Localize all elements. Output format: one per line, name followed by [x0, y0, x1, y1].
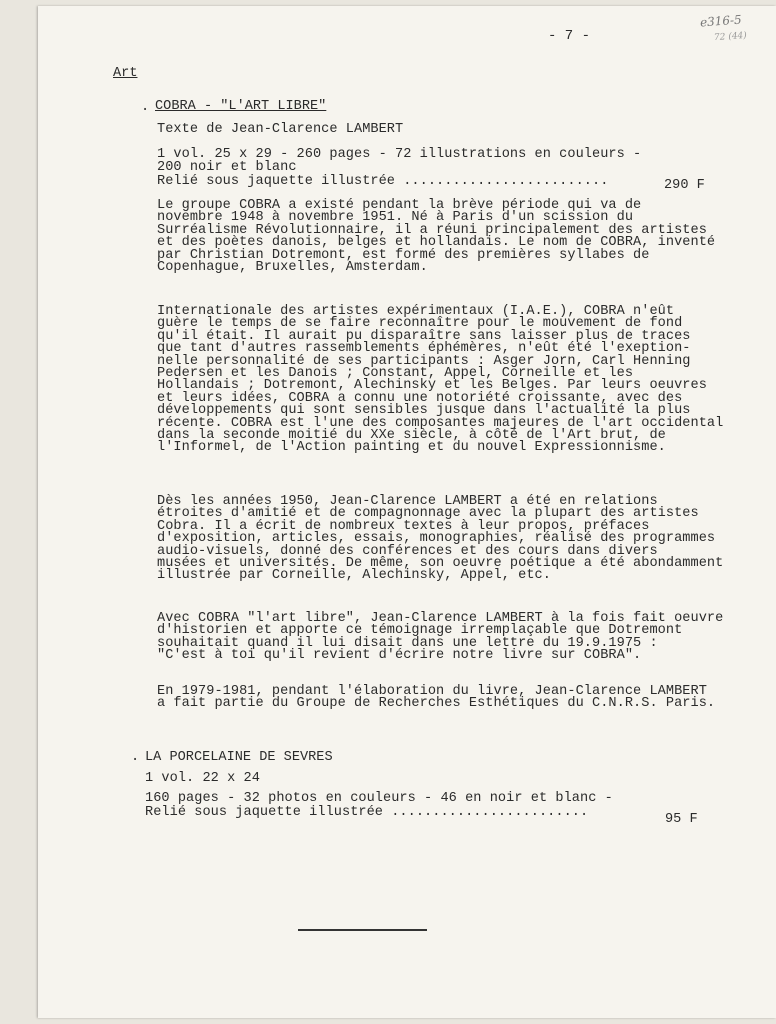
- paragraph-line: dans la seconde moitié du XXe siècle, à côté de l'Art brut, de: [157, 428, 666, 444]
- paragraph: [157, 686, 715, 711]
- entry-price: 290 F: [664, 178, 705, 193]
- paragraph-line: d'historien et apporte ce témoignage irremplaçable que Dotremont: [157, 623, 683, 639]
- entry-binding: Relié sous jaquette illustrée .........................: [157, 174, 609, 189]
- entry-spec: 160 pages - 32 photos en couleurs - 46 en noir et blanc -: [145, 791, 613, 806]
- paragraph: [157, 613, 723, 663]
- paragraph-line: illustrée par Corneille, Alechinsky, Appel, etc.: [157, 568, 551, 584]
- paragraph-line: qu'il était. Il aurait pu disparaître sans laisser plus de traces: [157, 328, 691, 344]
- entry-author: Texte de Jean-Clarence LAMBERT: [157, 122, 404, 137]
- entry-spec: 1 vol. 25 x 29 - 260 pages - 72 illustrations en couleurs -: [157, 147, 642, 162]
- handwritten-reference: e316-5: [699, 12, 743, 30]
- paragraph-line: Copenhague, Bruxelles, Amsterdam.: [157, 260, 428, 276]
- paragraph-line: Internationale des artistes expérimentaux (I.A.E.), COBRA n'eût: [157, 304, 675, 319]
- entry-bullet: .: [131, 750, 140, 765]
- paragraph-line: étroites d'amitié et de compagnonnage avec la plupart des artistes: [157, 506, 699, 522]
- paragraph-line: souhaitait quand il lui disait dans une lettre du 19.9.1975 :: [157, 635, 658, 651]
- paragraph-line: guère le temps de se faire reconnaître pour le mouvement de fond: [157, 316, 683, 332]
- paragraph-line: Le groupe COBRA a existé pendant la brève période qui va de: [157, 198, 642, 213]
- paragraph-line: Hollandais ; Dotremont, Alechinsky et les Belges. Par leurs oeuvres: [157, 378, 707, 394]
- paragraph-line: audio-visuels, donné des conférences et des cours dans divers: [157, 543, 658, 559]
- paragraph-line: novembre 1948 à novembre 1951. Né à Paris d'un scission du: [157, 210, 634, 226]
- paragraph-line: Pedersen et les Danois ; Constant, Appel, Corneille et les: [157, 366, 634, 382]
- paragraph-line: Surréalisme Révolutionnaire, il a réuni principalement des artistes: [157, 222, 707, 238]
- paragraph: [157, 306, 723, 455]
- entry-spec: 200 noir et blanc: [157, 160, 297, 175]
- entry-title-cobra: COBRA - "L'ART LIBRE": [155, 99, 327, 114]
- paragraph-line: "C'est à toi qu'il revient d'écrire notre livre sur COBRA".: [157, 648, 642, 664]
- paragraph: [157, 496, 723, 583]
- paragraph-line: récente. COBRA est l'une des composantes majeures de l'art occidental: [157, 415, 724, 431]
- paragraph-line: En 1979-1981, pendant l'élaboration du livre, Jean-Clarence LAMBERT: [157, 684, 707, 699]
- paragraph-line: et leurs idées, COBRA a connu une notoriété croissante, avec des: [157, 390, 683, 406]
- entry-spec: 1 vol. 22 x 24: [145, 771, 260, 786]
- entry-bullet: .: [141, 100, 150, 115]
- paragraph-line: que tant d'autres rassemblements éphémères, n'eût été l'exeption-: [157, 341, 691, 357]
- section-heading: Art: [113, 66, 138, 81]
- paragraph-line: Dès les années 1950, Jean-Clarence LAMBERT a été en relations: [157, 494, 658, 509]
- paragraph-line: Avec COBRA "l'art libre", Jean-Clarence LAMBERT à la fois fait oeuvre: [157, 611, 724, 626]
- closing-rule: [298, 929, 427, 931]
- paragraph-line: développements qui sont sensibles jusque dans l'actualité la plus: [157, 403, 691, 419]
- paragraph-line: nelle personnalité de ses participants : Asger Jorn, Carl Henning: [157, 353, 691, 369]
- paragraph-line: Cobra. Il a écrit de nombreux textes à leur propos, préfaces: [157, 518, 650, 534]
- paragraph-line: a fait partie du Groupe de Recherches Esthétiques du C.N.R.S. Paris.: [157, 696, 716, 712]
- handwritten-note: 72 (44): [713, 30, 748, 44]
- entry-binding: Relié sous jaquette illustrée ........................: [145, 805, 589, 820]
- paragraph-line: et des poètes danois, belges et hollandais. Le nom de COBRA, inventé: [157, 235, 716, 251]
- paragraph-line: musées et universités. De même, son oeuvre poétique a été abondamment: [157, 556, 724, 572]
- paragraph-line: d'exposition, articles, essais, monographies, réalisé des programmes: [157, 531, 716, 547]
- entry-price: 95 F: [665, 812, 698, 827]
- paragraph-line: par Christian Dotremont, est formé des premières syllabes de: [157, 247, 650, 263]
- paragraph: [157, 200, 715, 274]
- page-number: - 7 -: [548, 28, 591, 44]
- paragraph-line: l'Informel, de l'Action painting et du nouvel Expressionnisme.: [157, 440, 666, 456]
- entry-title-sevres: LA PORCELAINE DE SEVRES: [145, 750, 333, 765]
